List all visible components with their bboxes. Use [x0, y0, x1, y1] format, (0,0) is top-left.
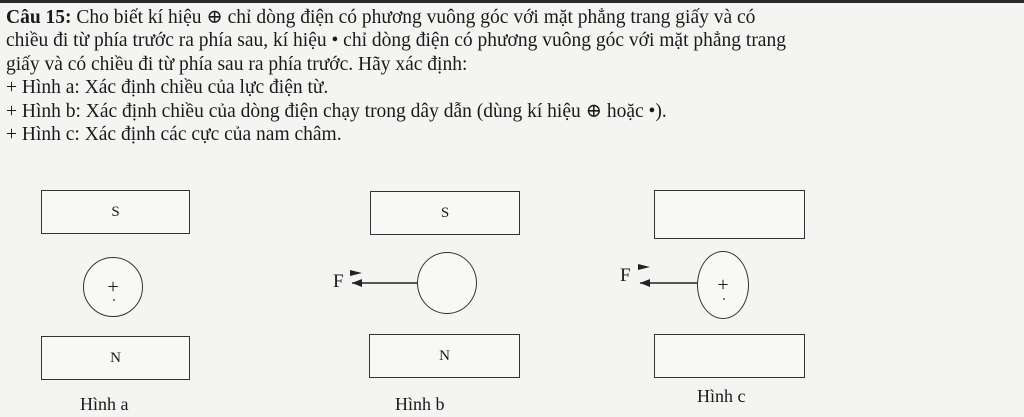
figure-a-bottom-pole-label: N — [110, 349, 121, 366]
figure-a-bottom-magnet — [41, 336, 190, 380]
figure-b-bottom-pole-label: N — [439, 347, 450, 364]
figure-c-force-label: F — [620, 265, 631, 286]
figure-b-caption: Hình b — [395, 394, 445, 414]
figure-b-force-arrow — [350, 270, 417, 287]
figure-c-top-magnet — [654, 190, 805, 239]
figure-c-conductor-dot — [723, 298, 725, 300]
question-number: Câu 15: — [6, 7, 72, 28]
figure-b-top-magnet — [370, 191, 520, 235]
task-a: + Hình a: Xác định chiều của lực điện từ. — [6, 77, 329, 99]
figure-c-vector-arrow-icon — [638, 264, 650, 270]
figure-b-vector-arrow-icon — [350, 270, 362, 276]
task-b: + Hình b: Xác định chiều của dòng điện chạy trong dây dẫn (dùng kí hiệu ⊕ hoặc •). — [6, 100, 667, 122]
question-line-3: giấy và có chiều đi từ phía sau ra phía trước. Hãy xác định: — [6, 53, 468, 75]
question-line-2: chiều đi từ phía trước ra phía sau, kí hiệu • chỉ dòng điện có phương vuông góc với mặt phẳng trang — [6, 30, 786, 52]
figure-b-top-pole-label: S — [440, 204, 450, 221]
question-line-1 — [6, 6, 1018, 29]
figure-c-force-arrow — [638, 264, 697, 287]
figure-c-caption: Hình c — [697, 386, 746, 406]
task-c: + Hình c: Xác định các cực của nam châm. — [6, 124, 342, 146]
question-line-1-text: Cho biết kí hiệu ⊕ chỉ dòng điện có phương vuông góc với mặt phẳng trang giấy và có — [76, 7, 756, 28]
figure-a-top-magnet — [41, 190, 190, 234]
figure-a-conductor-symbol: + — [107, 275, 119, 298]
figure-b-force-label: F — [333, 271, 344, 292]
figure-c-conductor — [697, 251, 749, 319]
figure-c-conductor-symbol: + — [717, 273, 729, 296]
figure-a-conductor — [83, 257, 143, 317]
figure-a-top-pole-label: S — [111, 203, 120, 220]
top-rule — [0, 0, 1024, 3]
figure-b-bottom-magnet — [369, 334, 520, 378]
question-text — [6, 6, 1018, 146]
figure-a-conductor-dot — [113, 299, 115, 301]
figure-a-caption: Hình a — [80, 394, 129, 414]
figure-c-bottom-magnet — [654, 334, 805, 378]
figure-b-conductor — [417, 252, 477, 314]
